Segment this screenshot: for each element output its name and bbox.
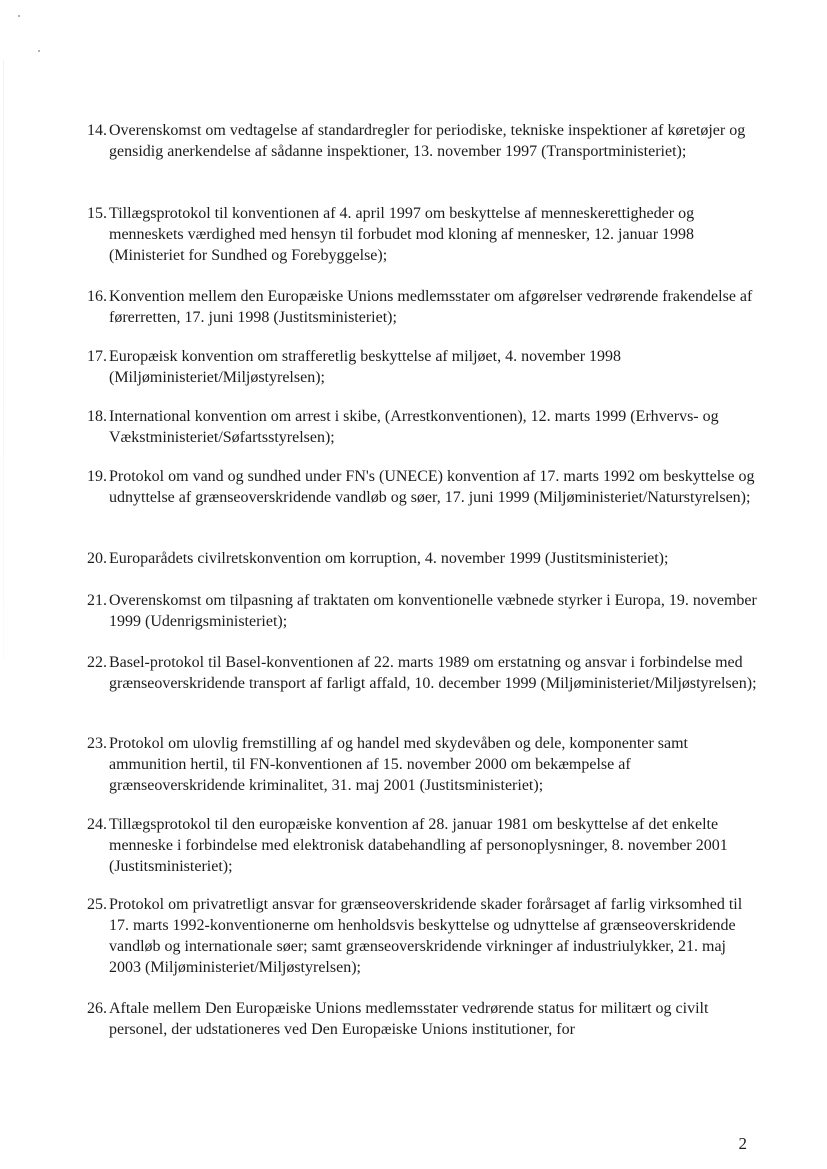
item-number: 14. bbox=[87, 122, 107, 139]
scan-speck bbox=[38, 50, 40, 52]
item-number: 18. bbox=[87, 408, 107, 425]
item-number: 21. bbox=[87, 592, 107, 609]
item-text: Tillægsprotokol til konventionen af 4. april 1997 om beskyttelse af menneskerettigheder og menneskets værdighed med hensyn til forbudet mod kloning af mennesker, 12. januar 1998 (Ministeriet for Sundhed og Forebyggelse); bbox=[109, 205, 695, 264]
item-number: 26. bbox=[87, 1000, 107, 1017]
item-text: Konvention mellem den Europæiske Unions medlemsstater om afgørelser vedrørende frakendelse af førerretten, 17. juni 1998 (Justitsministeriet); bbox=[109, 288, 753, 326]
item-text: Aftale mellem Den Europæiske Unions medlemsstater vedrørende status for militært og civilt personel, der udstationeres ved Den Europæiske Unions institutioner, for bbox=[109, 1000, 709, 1038]
item-number: 25. bbox=[87, 896, 107, 913]
item-number: 17. bbox=[87, 348, 107, 365]
item-text: Europarådets civilretskonvention om korruption, 4. november 1999 (Justitsministeriet); bbox=[109, 550, 669, 567]
item-number: 20. bbox=[87, 550, 107, 567]
item-number: 24. bbox=[87, 816, 107, 833]
item-text: Basel-protokol til Basel-konventionen af 22. marts 1989 om erstatning og ansvar i forbindelse med grænseoverskridende transport af farligt affald, 10. december 1999 (Miljøministeriet/Miljøstyrelsen); bbox=[109, 654, 757, 692]
item-number: 23. bbox=[87, 735, 107, 752]
item-text: Protokol om privatretligt ansvar for grænseoverskridende skader forårsaget af farlig virksomhed til 17. marts 1992-konventionerne om henholdsvis beskyttelse og udnyttelse af grænseoverskridende vandløb og internationale søer; samt grænseoverskridende virkninger af industriulykker, 21. maj 2003 (Miljøministeriet/Miljøstyrelsen); bbox=[109, 896, 743, 976]
scan-speck bbox=[18, 15, 20, 17]
item-text: Overenskomst om vedtagelse af standardregler for periodiske, tekniske inspektioner af køretøjer og gensidig anerkendelse af sådanne inspektioner, 13. november 1997 (Transportministeriet); bbox=[109, 122, 746, 160]
item-number: 22. bbox=[87, 654, 107, 671]
scan-edge bbox=[3, 60, 4, 660]
item-text: Overenskomst om tilpasning af traktaten om konventionelle væbnede styrker i Europa, 19. november 1999 (Udenrigsministeriet); bbox=[109, 592, 757, 630]
item-number: 16. bbox=[87, 288, 107, 305]
item-text: Tillægsprotokol til den europæiske konvention af 28. januar 1981 om beskyttelse af det enkelte menneske i forbindelse med elektronisk databehandling af personoplysninger, 8. november 2001 (Justitsministeriet); bbox=[109, 816, 728, 875]
item-text: Protokol om vand og sundhed under FN's (UNECE) konvention af 17. marts 1992 om beskyttelse og udnyttelse af grænseoverskridende vandløb og søer, 17. juni 1999 (Miljøministeriet/Naturstyrelsen); bbox=[109, 468, 755, 506]
page-number: 2 bbox=[738, 1134, 747, 1153]
item-text: Protokol om ulovlig fremstilling af og handel med skydevåben og dele, komponenter samt ammunition hertil, til FN-konventionen af 15. november 2000 om bekæmpelse af grænseoverskridende kriminalitet, 31. maj 2001 (Justitsministeriet); bbox=[109, 735, 688, 794]
item-text: Europæisk konvention om strafferetlig beskyttelse af miljøet, 4. november 1998 (Miljøministeriet/Miljøstyrelsen); bbox=[109, 348, 622, 386]
item-number: 15. bbox=[87, 205, 107, 222]
item-number: 19. bbox=[87, 468, 107, 485]
item-text: International konvention om arrest i skibe, (Arrestkonventionen), 12. marts 1999 (Erhvervs- og Vækstministeriet/Søfartsstyrelsen); bbox=[109, 408, 719, 446]
